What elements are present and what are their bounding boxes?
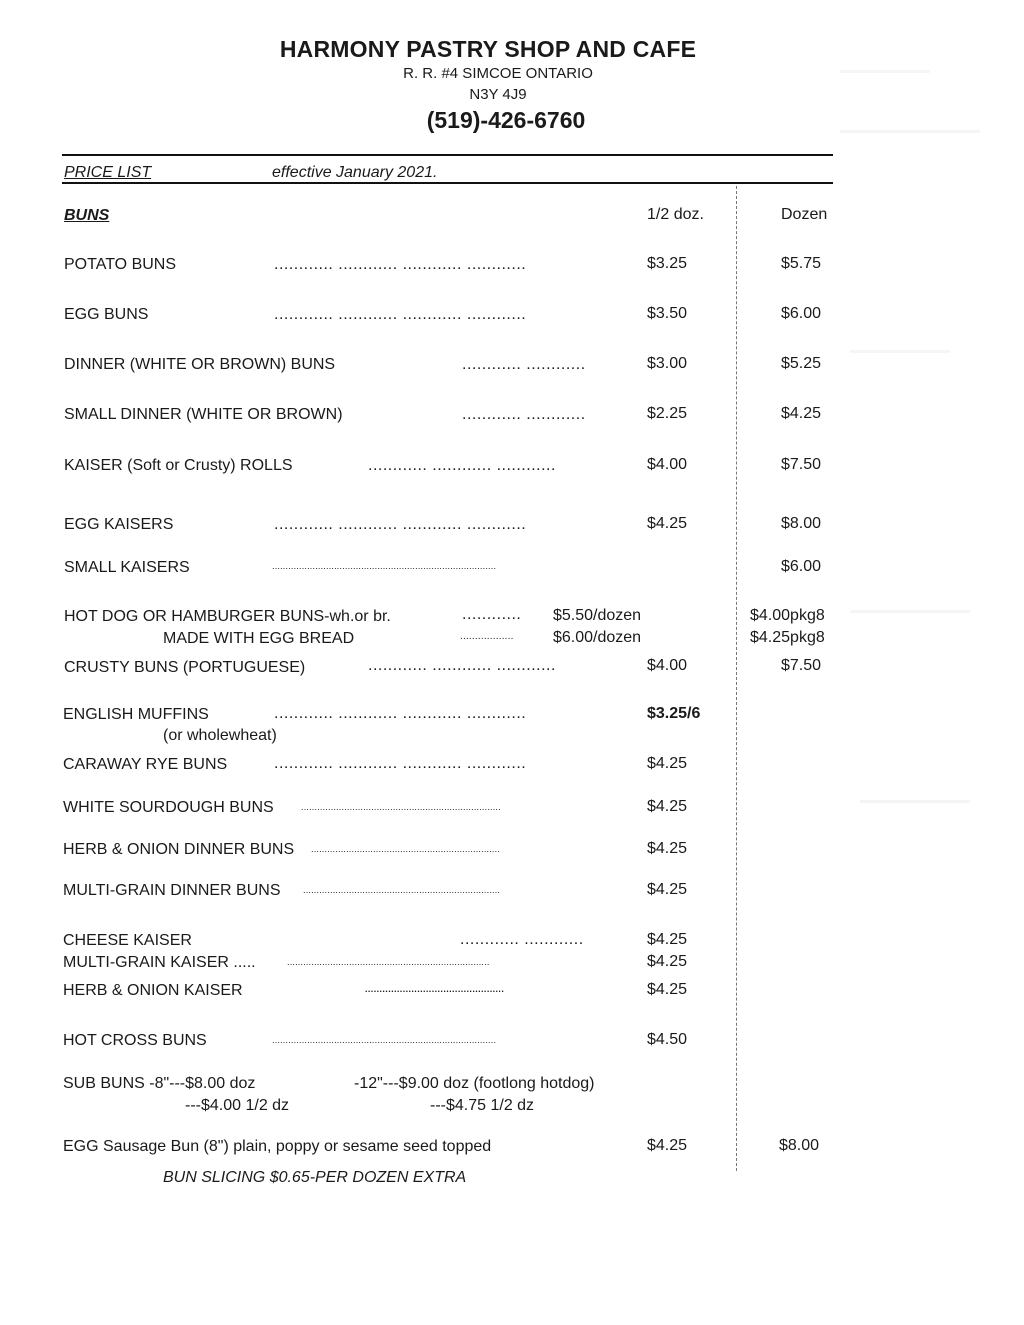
half-dozen-price: $4.25 [647,840,688,857]
dozen-price: $8.00 [781,515,822,532]
half-dozen-price: $4.50 [647,1031,688,1048]
dozen-price: $8.00 [779,1137,820,1154]
top-rule [62,154,833,156]
address-line-2: N3Y 4J9 [469,86,527,103]
item-name: EGG Sausage Bun (8") plain, poppy or sesame seed topped [63,1138,492,1155]
address-line-1: R. R. #4 SIMCOE ONTARIO [403,65,593,82]
leader-dots: ............ ............ ............ ............ [274,755,527,772]
half-dozen-price: $4.25 [647,515,688,532]
dozen-price: $4.25 [781,405,822,422]
dozen-price: $5.50/dozen [553,607,642,624]
item-name: HOT CROSS BUNS [63,1032,207,1049]
item-name: HOT DOG OR HAMBURGER BUNS-wh.or br. [64,608,391,625]
half-dozen-price: $4.25 [647,881,688,898]
half-dozen-price: $3.50 [647,305,688,322]
dozen-price: $5.75 [781,255,822,272]
leader-dots: ............ ............ [460,931,584,948]
dozen-price: $7.50 [781,657,822,674]
item-subline: MADE WITH EGG BREAD [163,630,355,647]
leader-dots: ........................................................................... [287,957,490,967]
price-list-label: PRICE LIST [64,164,152,181]
bleed-through-mark [850,610,970,613]
column-header-half-dozen: 1/2 doz. [647,206,704,223]
leader-dots: ............ ............ [462,356,586,373]
item-name: MULTI-GRAIN KAISER ..... [63,954,256,971]
half-dozen-price: $3.00 [647,355,688,372]
package-price: $4.25pkg8 [750,629,825,646]
half-dozen-price: $4.25 [647,953,688,970]
bleed-through-mark [860,800,970,803]
item-name: MULTI-GRAIN DINNER BUNS [63,882,281,899]
twelve-inch-price: -12"---$9.00 doz (footlong hotdog) [354,1075,595,1092]
effective-date: effective January 2021. [272,164,438,181]
dozen-price: $6.00 [781,305,822,322]
item-subline: (or wholewheat) [163,727,277,744]
item-name: HERB & ONION KAISER [63,982,243,999]
item-name: KAISER (Soft or Crusty) ROLLS [64,457,293,474]
leader-dots: ............ ............ ............ ............ [274,256,527,273]
item-name: EGG KAISERS [64,516,174,533]
leader-dots: ............ ............ ............ ............ [274,306,527,323]
leader-dots: ............ ............ ............ ............ [274,705,527,722]
item-name: DINNER (WHITE OR BROWN) BUNS [64,356,336,373]
half-dozen-price: $4.00 [647,456,688,473]
package-price: $4.00pkg8 [750,607,825,624]
half-dozen-price: $4.25 [647,798,688,815]
leader-dots: ......................................................................... [303,885,501,895]
item-name: SMALL DINNER (WHITE OR BROWN) [64,406,343,423]
half-dozen-price: $4.25 [647,1137,688,1154]
column-divider [736,186,738,1171]
item-name: ENGLISH MUFFINS [63,706,209,723]
leader-dots: ...................................................................... [311,844,501,854]
item-name: SUB BUNS -8"---$8.00 doz [63,1075,256,1092]
half-dozen-price: $4.00 [647,657,688,674]
item-name: EGG BUNS [64,306,149,323]
section-title: BUNS [64,207,110,224]
item-name: POTATO BUNS [64,256,177,273]
leader-dots: ............ ............ ............ ............ [274,516,527,533]
leader-dots: ................................................................................... [272,1035,497,1045]
header-bottom-rule [62,182,833,184]
bleed-through-mark [850,350,950,353]
half-dozen-price: $4.25 [647,931,688,948]
twelve-inch-half-price: ---$4.75 1/2 dz [430,1097,535,1114]
leader-dots: ................................................ [365,984,505,994]
half-dozen-price: $3.25 [647,255,688,272]
half-dozen-price: $4.25 [647,981,688,998]
leader-dots: ................................................................................... [272,561,497,571]
leader-dots: .................. [460,631,514,642]
leader-dots: .......................................................................... [301,802,501,812]
leader-dots: ............ [462,606,522,623]
slicing-note: BUN SLICING $0.65-PER DOZEN EXTRA [163,1169,467,1186]
item-name: HERB & ONION DINNER BUNS [63,841,295,858]
item-subline: ---$4.00 1/2 dz [185,1097,290,1114]
column-header-dozen: Dozen [781,206,828,223]
six-price: $3.25/6 [647,705,701,722]
dozen-price: $6.00 [781,558,822,575]
dozen-price: $6.00/dozen [553,629,642,646]
half-dozen-price: $2.25 [647,405,688,422]
half-dozen-price: $4.25 [647,755,688,772]
leader-dots: ............ ............ [462,406,586,423]
item-name: CARAWAY RYE BUNS [63,756,228,773]
shop-name: HARMONY PASTRY SHOP AND CAFE [279,36,697,62]
item-name: CRUSTY BUNS (PORTUGUESE) [64,659,306,676]
dozen-price: $7.50 [781,456,822,473]
item-name: WHITE SOURDOUGH BUNS [63,799,274,816]
dozen-price: $5.25 [781,355,822,372]
item-name: SMALL KAISERS [64,559,190,576]
item-name: CHEESE KAISER [63,932,192,949]
leader-dots: ............ ............ ............ [368,457,556,474]
phone-number: (519)-426-6760 [426,107,586,133]
leader-dots: ............ ............ ............ [368,657,556,674]
